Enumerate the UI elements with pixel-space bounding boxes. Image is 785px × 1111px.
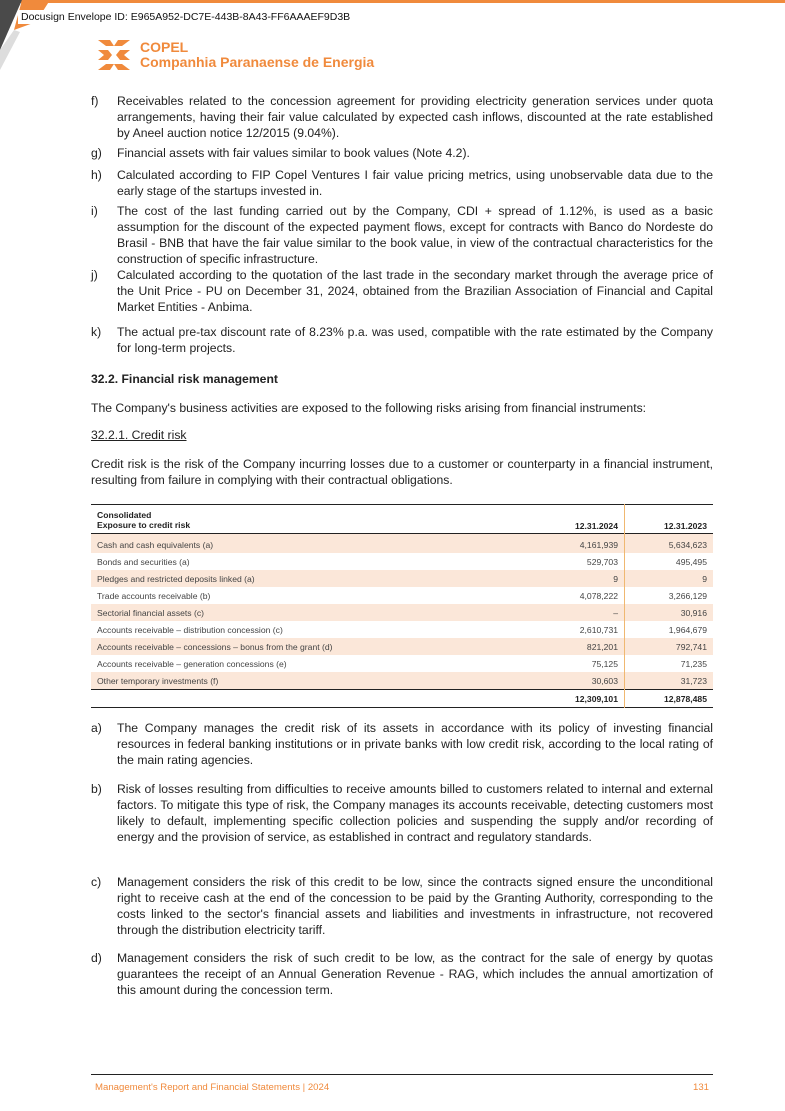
header-2023: 12.31.2023 [663,521,707,531]
total-2023: 12,878,485 [663,693,707,704]
value-2023: 5,634,623 [668,539,707,550]
note-label: f) [91,94,99,108]
note-label: k) [91,325,102,339]
note-label: c) [91,875,102,889]
header-2024: 12.31.2024 [520,505,625,534]
footer-title: Management's Report and Financial Statements | 2024 [95,1082,330,1093]
value-2023: 31,723 [680,675,707,686]
note-b [91,781,713,845]
note-a [91,720,713,768]
note-k [91,324,713,356]
note-i [91,203,713,267]
section-intro: The Company's business activities are exposed to the following risks arising from financial instruments: [91,401,647,415]
row-label: Accounts receivable – distribution concession (c) [97,624,283,635]
value-2023: 30,916 [680,607,707,618]
footer-divider [91,1074,713,1075]
row-label: Other temporary investments (f) [97,675,219,686]
logo-line-1: COPEL [140,39,189,55]
note-text: Risk of losses resulting from difficulties to receive amounts billed to customers related to internal and external factors. To mitigate this type of risk, the Company manages its accounts receivable, detecting customers most likely to default, implementing specific collection policies and suspending the supply and/or recording of energy and the provision of service, as established in contract and regulatory standards. [117,782,713,844]
copel-logo [96,38,374,72]
table-header-row [91,505,713,534]
docusign-envelope-id: Docusign Envelope ID: E965A952-DC7E-443B-8A43-FF6AAAEF9D3B [18,10,353,24]
note-label: d) [91,951,102,965]
row-label: Bonds and securities (a) [97,556,190,567]
total-2024: 12,309,101 [520,690,625,708]
note-text: Management considers the risk of such credit to be low, as the contract for the sale of energy by quotas guarantees the receipt of an Annual Generation Revenue - RAG, which includes the annual amortization of this amount during the concession term. [117,951,713,997]
table-row [91,638,713,655]
note-text: The cost of the last funding carried out by the Company, CDI + spread of 1.12%, is used as a basic assumption for the discount of the expected payment flows, except for contracts with Banco do Nordeste do Brasil - BNB that have the fair value similar to the book value, in view of the contractual characteristics for the construction of specific infrastructure. [117,204,713,266]
row-label: Pledges and restricted deposits linked (a) [97,573,255,584]
value-2024: 821,201 [520,638,625,655]
note-j [91,267,713,315]
row-label: Accounts receivable – concessions – bonus from the grant (d) [97,641,333,652]
credit-risk-table [91,504,713,708]
value-2024: – [520,604,625,621]
table-row [91,587,713,604]
table-row [91,621,713,638]
credit-risk-intro: Credit risk is the risk of the Company incurring losses due to a customer or counterparty in a financial instrument, resulting from failure in complying with their contractual obligations. [91,457,713,487]
value-2024: 2,610,731 [520,621,625,638]
value-2024: 4,161,939 [520,534,625,554]
page-number: 131 [692,1082,709,1093]
table-row [91,655,713,672]
row-label: Cash and cash equivalents (a) [97,539,214,550]
note-h [91,167,713,199]
note-label: h) [91,168,102,182]
table-row [91,534,713,554]
note-label: g) [91,146,102,160]
note-label: j) [91,268,98,282]
value-2024: 75,125 [520,655,625,672]
header-exposure: Exposure to credit risk [97,520,191,530]
value-2023: 9 [702,573,707,584]
note-c [91,874,713,938]
table-row [91,672,713,690]
note-text: Financial assets with fair values similar to book values (Note 4.2). [117,146,470,160]
value-2023: 71,235 [680,658,707,669]
copel-logo-icon [96,38,132,72]
note-label: a) [91,721,102,735]
value-2024: 9 [520,570,625,587]
value-2023: 1,964,679 [668,624,707,635]
value-2023: 792,741 [675,641,707,652]
row-label: Sectorial financial assets (c) [97,607,204,618]
subsection-heading: 32.2.1. Credit risk [91,428,187,442]
value-2024: 30,603 [520,672,625,690]
row-label: Accounts receivable – generation concessions (e) [97,658,287,669]
table-total-row [91,690,713,708]
value-2023: 3,266,129 [668,590,707,601]
note-text: Calculated according to the quotation of the last trade in the secondary market through the average price of the Unit Price - PU on December 31, 2024, obtained from the Brazilian Association of Financial and Capital Market Entities - Anbima. [117,268,713,314]
value-2024: 4,078,222 [520,587,625,604]
top-accent-bar [0,0,785,3]
note-label: i) [91,204,98,218]
note-text: Calculated according to FIP Copel Ventures I fair value pricing metrics, using unobservable data due to the early stage of the startups invested in. [117,168,713,198]
note-text: Receivables related to the concession agreement for providing electricity generation services under quota arrangements, having their fair value calculated by expected cash inflows, discounted at the rate established by Aneel auction notice 12/2015 (9.04%). [117,94,713,140]
note-text: The actual pre-tax discount rate of 8.23% p.a. was used, compatible with the rate estimated by the Company for long-term projects. [117,325,713,355]
table-row [91,570,713,587]
table-row [91,604,713,621]
note-text: The Company manages the credit risk of its assets in accordance with its policy of investing financial resources in federal banking institutions or in private banks with low credit risk, according to the local rating of the main rating agencies. [117,721,713,767]
value-2023: 495,495 [675,556,707,567]
section-heading: 32.2. Financial risk management [91,372,278,386]
note-g [91,145,713,161]
note-f [91,93,713,141]
note-label: b) [91,782,102,796]
value-2024: 529,703 [520,553,625,570]
note-text: Management considers the risk of this credit to be low, since the contracts signed ensure the unconditional right to receive cash at the end of the concession to be paid by the Granting Authority, corresponding to the costs linked to the sector's financial assets and liabilities and investments in infrastructure, not recovered through the distribution electricity tariff. [117,875,713,937]
note-d [91,950,713,998]
row-label: Trade accounts receivable (b) [97,590,211,601]
table-row [91,553,713,570]
logo-line-2: Companhia Paranaense de Energia [140,54,375,70]
header-consolidated: Consolidated [97,510,152,520]
